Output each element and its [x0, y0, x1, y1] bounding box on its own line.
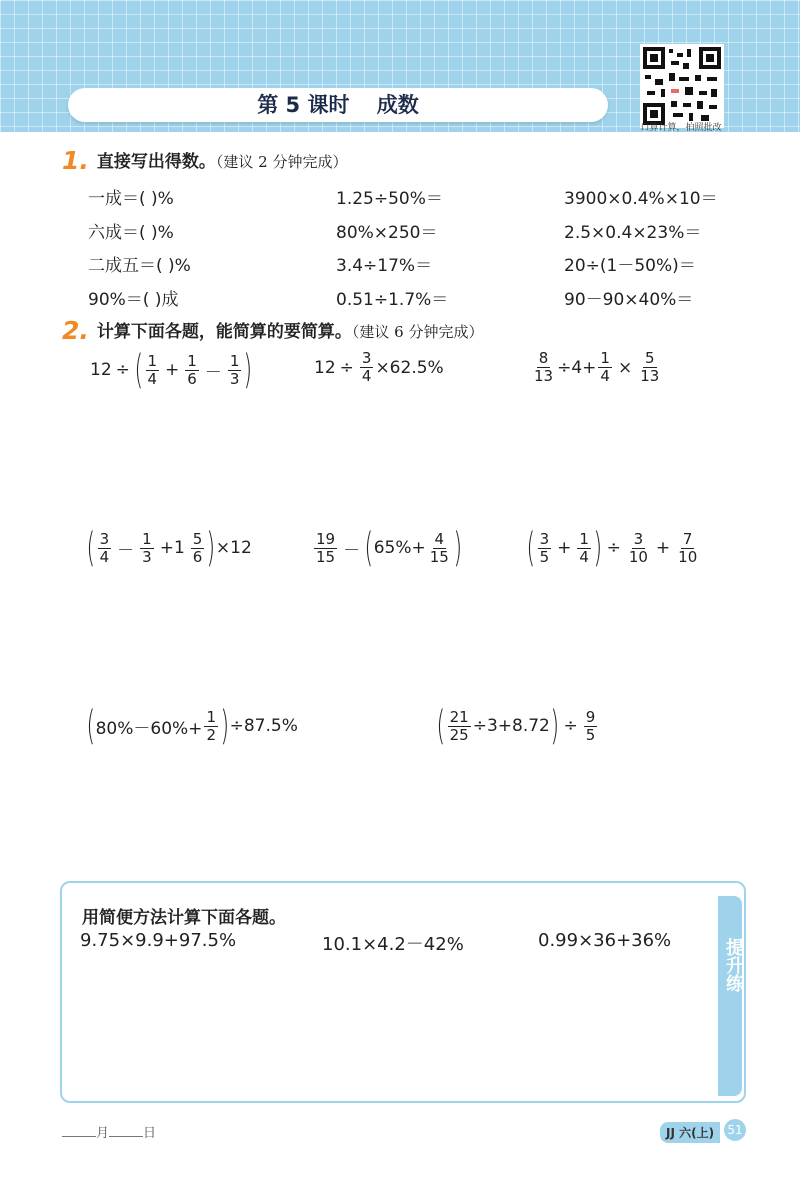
left-paren: (	[364, 525, 374, 571]
fraction: $\frac{1}{3}$	[229, 351, 240, 388]
fraction: $\frac{1}{2}$	[206, 707, 216, 744]
right-paren: )	[243, 347, 253, 393]
month-label: 月	[96, 1126, 110, 1141]
expr-text: ×12	[215, 538, 252, 558]
oral-item: 20÷(1－50%)＝	[564, 256, 696, 276]
operator: ÷	[563, 716, 578, 736]
expr-text: ÷87.5%	[229, 716, 298, 736]
fraction: $\frac{3}{4}$	[361, 349, 372, 385]
expression-8	[436, 703, 599, 749]
left-paren: (	[134, 347, 143, 393]
question-2-note: （建议 6 分钟完成）	[351, 323, 484, 341]
practice-tab	[718, 896, 742, 1096]
fraction: $\frac{1}{4}$	[600, 349, 610, 385]
grade-tag: JJ 六(上)	[660, 1122, 720, 1143]
expr-text: ×62.5%	[375, 357, 444, 378]
question-1-note: （建议 2 分钟完成）	[215, 153, 348, 171]
qr-caption: 口算计算，拍照批改	[640, 123, 722, 133]
expr-text: 80%－60%+	[95, 718, 203, 739]
oral-item: 3.4÷17%＝	[336, 256, 433, 276]
question-2-heading	[62, 316, 484, 345]
operator: ×	[617, 357, 633, 378]
operator: +1	[159, 538, 185, 558]
fraction: $\frac{1}{3}$	[142, 529, 152, 566]
left-paren: (	[86, 703, 96, 749]
fraction: $\frac{3}{10}$	[628, 529, 648, 566]
fraction: $\frac{1}{4}$	[147, 351, 158, 388]
operator: +	[557, 538, 572, 558]
right-paren: )	[220, 703, 230, 749]
question-2-title: 计算下面各题，能简算的要简算。	[96, 322, 352, 342]
oral-item: 2.5×0.4×23%＝	[564, 223, 702, 243]
operator: －	[204, 362, 222, 383]
oral-item: 0.51÷1.7%＝	[336, 290, 449, 310]
fraction: $\frac{9}{5}$	[585, 707, 596, 744]
oral-item: 3900×0.4%×10＝	[564, 189, 718, 209]
practice-tab-label: 提升练	[723, 938, 744, 992]
expr-text: 12	[90, 360, 112, 380]
oral-item: 90%＝( )成	[88, 290, 179, 310]
fraction: $\frac{19}{15}$	[316, 529, 336, 566]
page-title	[68, 88, 608, 122]
operator: ÷	[115, 360, 130, 380]
expression-1	[90, 347, 253, 393]
operator: +	[165, 360, 180, 380]
oral-item: 一成＝( )%	[88, 189, 174, 209]
practice-item: 10.1×4.2－42%	[322, 934, 464, 955]
oral-item: 90－90×40%＝	[564, 290, 694, 310]
expr-text: 65%+	[373, 538, 426, 558]
lesson-number: 第 5 课时	[257, 93, 350, 117]
fraction: $\frac{21}{25}$	[449, 707, 469, 744]
qr-code	[640, 44, 724, 128]
right-paren: )	[593, 525, 603, 571]
fraction: $\frac{8}{13}$	[534, 349, 554, 385]
day-label: 日	[143, 1126, 157, 1141]
oral-item: 1.25÷50%＝	[336, 189, 443, 209]
fraction: $\frac{1}{4}$	[579, 529, 589, 566]
operator: ÷	[339, 357, 354, 378]
fraction: $\frac{7}{10}$	[678, 529, 698, 566]
qr-code-icon	[643, 47, 721, 125]
right-paren: )	[550, 703, 559, 749]
operator: +	[655, 538, 671, 558]
expr-text: 12	[314, 357, 336, 378]
question-1-title: 直接写出得数。	[96, 152, 216, 172]
operator: ÷	[606, 538, 621, 558]
date-field	[62, 1122, 156, 1141]
expression-6	[526, 525, 701, 571]
expression-2	[314, 350, 444, 385]
page-number: 51	[724, 1119, 746, 1141]
operator: －	[343, 540, 361, 561]
fraction: $\frac{5}{6}$	[192, 529, 203, 566]
oral-item: 二成五＝( )%	[88, 256, 191, 276]
question-1-number: 1.	[62, 146, 89, 175]
left-paren: (	[86, 525, 96, 571]
practice-item: 0.99×36+36%	[538, 930, 672, 951]
fraction: $\frac{5}{13}$	[640, 349, 660, 385]
fraction: $\frac{1}{6}$	[187, 351, 197, 388]
day-blank	[109, 1124, 143, 1137]
fraction: $\frac{3}{4}$	[99, 529, 110, 566]
question-1-heading	[62, 146, 348, 175]
expression-3	[530, 350, 663, 385]
practice-item: 9.75×9.9+97.5%	[80, 930, 237, 951]
expression-5	[312, 525, 462, 571]
expr-text: ÷4+	[557, 357, 597, 378]
expression-4	[86, 525, 252, 571]
operator: －	[117, 540, 135, 561]
question-2-number: 2.	[62, 316, 89, 345]
practice-title: 用简便方法计算下面各题。	[82, 908, 286, 928]
oral-item: 六成＝( )%	[88, 223, 174, 243]
lesson-topic: 成数	[376, 93, 419, 117]
expression-7	[86, 703, 298, 749]
expr-text: ÷3+8.72	[472, 716, 550, 736]
right-paren: )	[206, 525, 216, 571]
fraction: $\frac{3}{5}$	[539, 529, 550, 566]
oral-item: 80%×250＝	[336, 223, 438, 243]
month-blank	[62, 1124, 96, 1137]
left-paren: (	[526, 525, 536, 571]
right-paren: )	[453, 525, 462, 571]
fraction: $\frac{4}{15}$	[429, 529, 449, 566]
left-paren: (	[436, 703, 446, 749]
